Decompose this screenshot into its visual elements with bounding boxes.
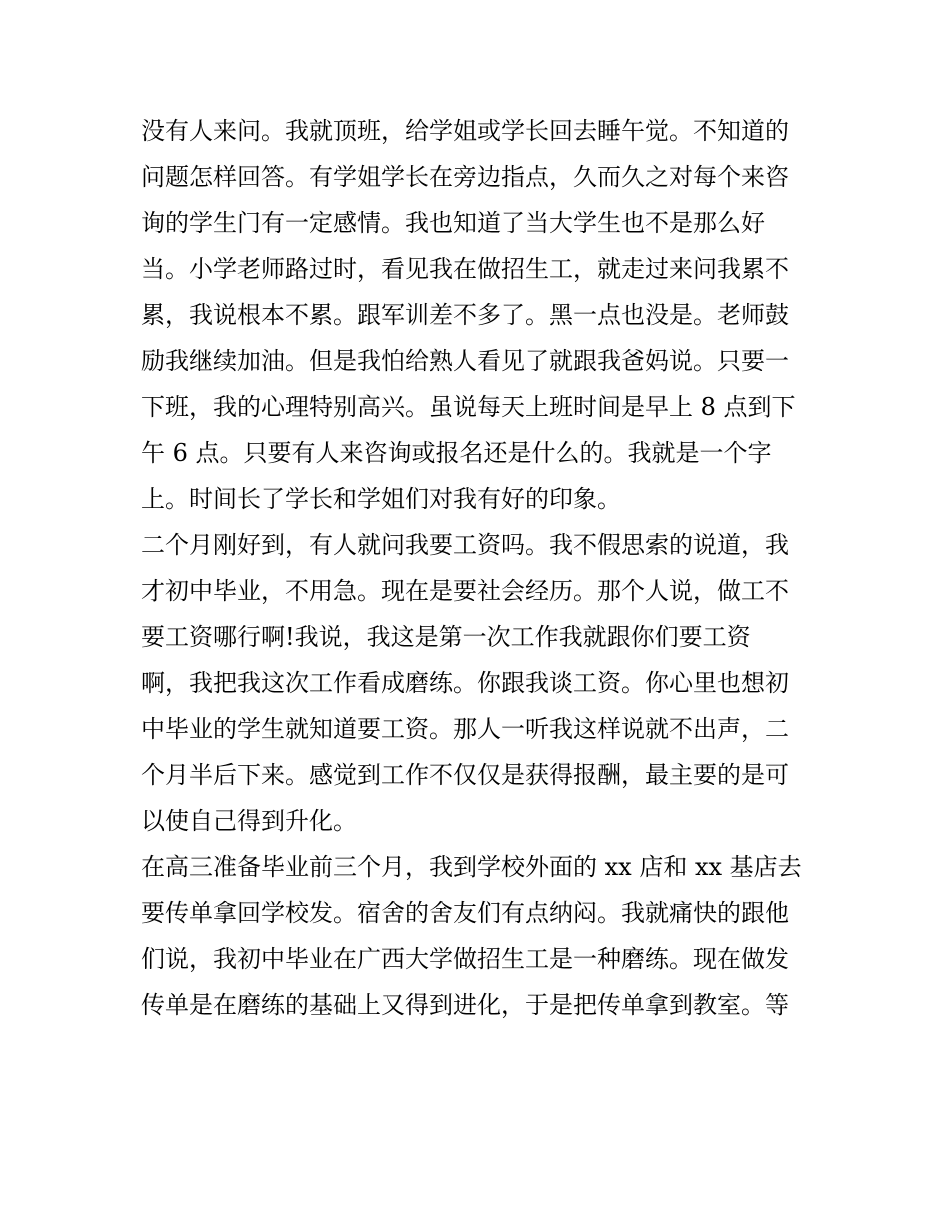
text-line: 问题怎样回答。有学姐学长在旁边指点，久而久之对每个来咨 xyxy=(141,163,789,191)
text-line: 要传单拿回学校发。宿舍的舍友们有点纳闷。我就痛快的跟他 xyxy=(141,899,789,927)
text-line: 在高三准备毕业前三个月，我到学校外面的 xx 店和 xx 基店去 xyxy=(141,853,802,881)
text-line: 下班，我的心理特别高兴。虽说每天上班时间是早上 8 点到下 xyxy=(141,393,796,421)
text-line: 累，我说根本不累。跟军训差不多了。黑一点也没是。老师鼓 xyxy=(141,301,789,329)
text-line: 上。时间长了学长和学姐们对我有好的印象。 xyxy=(141,485,621,513)
text-line: 中毕业的学生就知道要工资。那人一听我这样说就不出声，二 xyxy=(141,715,789,743)
body-text xyxy=(141,108,821,1028)
text-line: 要工资哪行啊!我说，我这是第一次工作我就跟你们要工资 xyxy=(141,623,751,651)
text-line: 个月半后下来。感觉到工作不仅仅是获得报酬，最主要的是可 xyxy=(141,761,789,789)
text-line: 二个月刚好到，有人就问我要工资吗。我不假思索的说道，我 xyxy=(141,531,789,559)
text-line: 才初中毕业，不用急。现在是要社会经历。那个人说，做工不 xyxy=(141,577,789,605)
text-line: 以使自己得到升化。 xyxy=(141,807,357,835)
text-line: 当。小学老师路过时，看见我在做招生工，就走过来问我累不 xyxy=(141,255,789,283)
text-line: 们说，我初中毕业在广西大学做招生工是一种磨练。现在做发 xyxy=(141,945,789,973)
text-line: 没有人来问。我就顶班，给学姐或学长回去睡午觉。不知道的 xyxy=(141,117,789,145)
text-line: 励我继续加油。但是我怕给熟人看见了就跟我爸妈说。只要一 xyxy=(141,347,789,375)
text-line: 午 6 点。只要有人来咨询或报名还是什么的。我就是一个字 xyxy=(141,439,772,467)
text-line: 询的学生门有一定感情。我也知道了当大学生也不是那么好 xyxy=(141,209,765,237)
text-line: 传单是在磨练的基础上又得到进化，于是把传单拿到教室。等 xyxy=(141,991,789,1019)
text-line: 啊，我把我这次工作看成磨练。你跟我谈工资。你心里也想初 xyxy=(141,669,789,697)
